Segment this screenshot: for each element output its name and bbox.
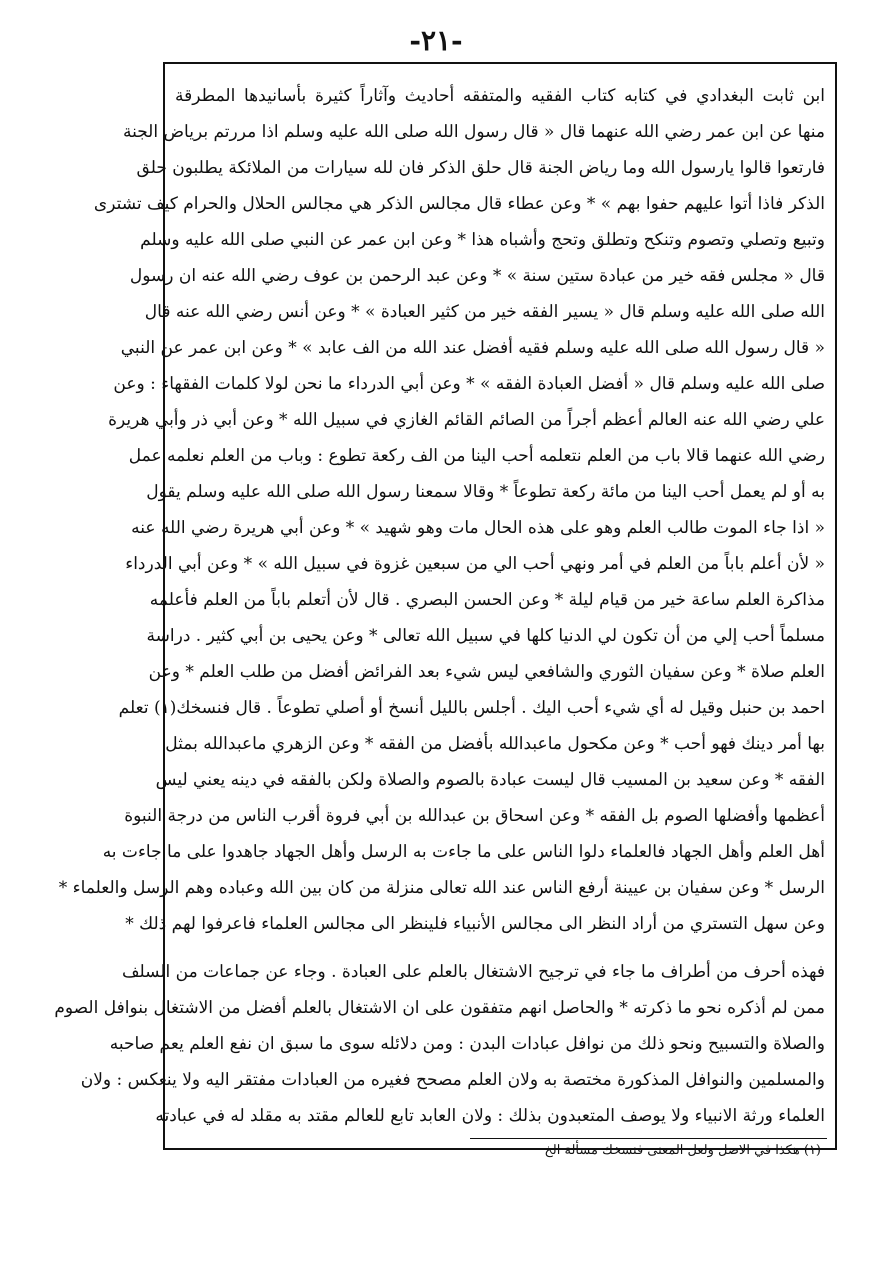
text-line: « لأن أعلم باباً من العلم في أمر ونهي أحب الي من سبعين غزوة في سبيل الله » * وعن أبي الدرداء: [125, 554, 825, 574]
text-line: والصلاة والتسبيح ونحو ذلك من نوافل عبادات البدن : ومن دلائله سوى ما سبق ان نفع العلم يعم صاحبه: [109, 1034, 825, 1054]
text-line: ابن ثابت البغدادي في كتابه كتاب الفقيه والمتفقه أحاديث وآثاراً كثيرة بأسانيدها المطرقة: [175, 86, 825, 106]
text-line: الذكر فاذا أتوا عليهم حفوا بهم » * وعن عطاء قال مجالس الذكر هي مجالس الحلال والحرام كيف تشترى: [93, 194, 825, 214]
text-line: الفقه * وعن سعيد بن المسيب قال ليست عبادة بالصوم والصلاة ولكن بالفقه في دينه يعني ليس: [155, 770, 825, 790]
text-line: العلماء ورثة الانبياء ولا يوصف المتعبدون بذلك : ولان العابد تابع للعالم مقتد به مقلد له في عبادته: [155, 1106, 825, 1126]
text-line: فهذه أحرف من أطراف ما جاء في ترجيح الاشتغال بالعلم على العبادة . وجاء عن جماعات من السلف: [121, 962, 825, 982]
text-line: الله صلى الله عليه وسلم قال « يسير الفقه خير من كثير العبادة » * وعن أنس رضي الله عنه قال: [144, 302, 825, 322]
text-line: وعن سهل التستري من أراد النظر الى مجالس الأنبياء فلينظر الى مجالس العلماء فاعرفوا لهم ذلك *: [125, 914, 825, 934]
text-line: علي رضي الله عنه العالم أعظم أجراً من الصائم القائم الغازي في سبيل الله * وعن أبي ذر وأبي هريرة: [108, 410, 825, 430]
text-line: أعظمها وأفضلها الصوم بل الفقه * وعن اسحاق بن عبدالله بن أبي فروة أقرب الناس من درجة النبوة: [124, 806, 825, 826]
text-line: مذاكرة العلم ساعة خير من قيام ليلة * وعن الحسن البصري . قال لأن أتعلم باباً من العلم فأعلمه: [149, 590, 825, 610]
text-line: صلى الله عليه وسلم قال « أفضل العبادة الفقه » * وعن أبي الدرداء ما نحن لولا كلمات الفقهاء : وعن: [113, 374, 825, 394]
text-line: « اذا جاء الموت طالب العلم وهو على هذه الحال مات وهو شهيد » * وعن أبي هريرة رضي الله عنه: [131, 518, 825, 538]
text-line: وتبيع وتصلي وتصوم وتنكح وتطلق وتحج وأشباه هذا * وعن ابن عمر عن النبي صلى الله عليه وسلم: [140, 230, 825, 250]
main-text: [54, 78, 825, 1134]
text-line: ممن لم أذكره نحو ما ذكرته * والحاصل انهم متفقون على ان الاشتغال بالعلم أفضل من الاشتغال بنوافل الصوم: [54, 998, 825, 1018]
text-line: مسلماً أحب إلي من أن تكون لي الدنيا كلها في سبيل الله تعالى * وعن يحيى بن أبي كثير . دراسة: [146, 626, 825, 646]
text-line: احمد بن حنبل وقيل له أي شيء أحب اليك . أجلس بالليل أنسخ أو أصلي تطوعاً . قال فنسخك(١) تعلم: [118, 698, 825, 718]
text-line: به أو لم يعمل أحب الينا من مائة ركعة تطوعاً * وقالا سمعنا رسول الله صلى الله عليه وسلم يقول: [146, 482, 825, 502]
paragraph-break: [175, 942, 825, 954]
text-line: الرسل * وعن سفيان بن عيينة أرفع الناس عند الله تعالى منزلة من كان بين الله وعباده وهم الرسل والعلماء *: [58, 878, 825, 898]
text-line: والمسلمين والنوافل المذكورة مختصة به ولان العلم مصحح فغيره من العبادات مفتقر اليه ولا ينعكس : ولان: [80, 1070, 825, 1090]
text-line: منها عن ابن عمر رضي الله عنهما قال « قال رسول الله صلى الله عليه وسلم اذا مررتم برياض الجنة: [122, 122, 825, 142]
text-line: قال « مجلس فقه خير من عبادة ستين سنة » * وعن عبد الرحمن بن عوف رضي الله عنه ان رسول: [129, 266, 825, 286]
text-line: رضي الله عنهما قالا باب من العلم نتعلمه أحب الينا من الف ركعة تطوع : وباب من العلم نعلمه عمل: [128, 446, 825, 466]
text-line: « قال رسول الله صلى الله عليه وسلم فقيه أفضل عند الله من الف عابد » * وعن ابن عمر عن النبي: [120, 338, 825, 358]
text-line: فارتعوا قالوا يارسول الله وما رياض الجنة قال حلق الذكر فان لله سيارات من الملائكة يطلبون حلق: [136, 158, 825, 178]
text-line: أهل العلم وأهل الجهاد فالعلماء دلوا الناس على ما جاءت به الرسل وأهل الجهاد جاهدوا على ما جاءت به: [102, 842, 825, 862]
text-line: العلم صلاة * وعن سفيان الثوري والشافعي ليس شيء بعد الفرائض أفضل من طلب العلم * وعن: [148, 662, 825, 682]
text-frame: [54, 62, 837, 1150]
footnote: (١) هكذا في الاصل ولعل المعنى فنسخك مسألة الخ: [544, 1143, 821, 1158]
text-line: بها أمر دينك فهو أحب * وعن مكحول ماعبدالله بأفضل من الفقه * وعن الزهري ماعبدالله بمثل: [165, 734, 825, 754]
page-number: -٢١-: [409, 24, 463, 57]
